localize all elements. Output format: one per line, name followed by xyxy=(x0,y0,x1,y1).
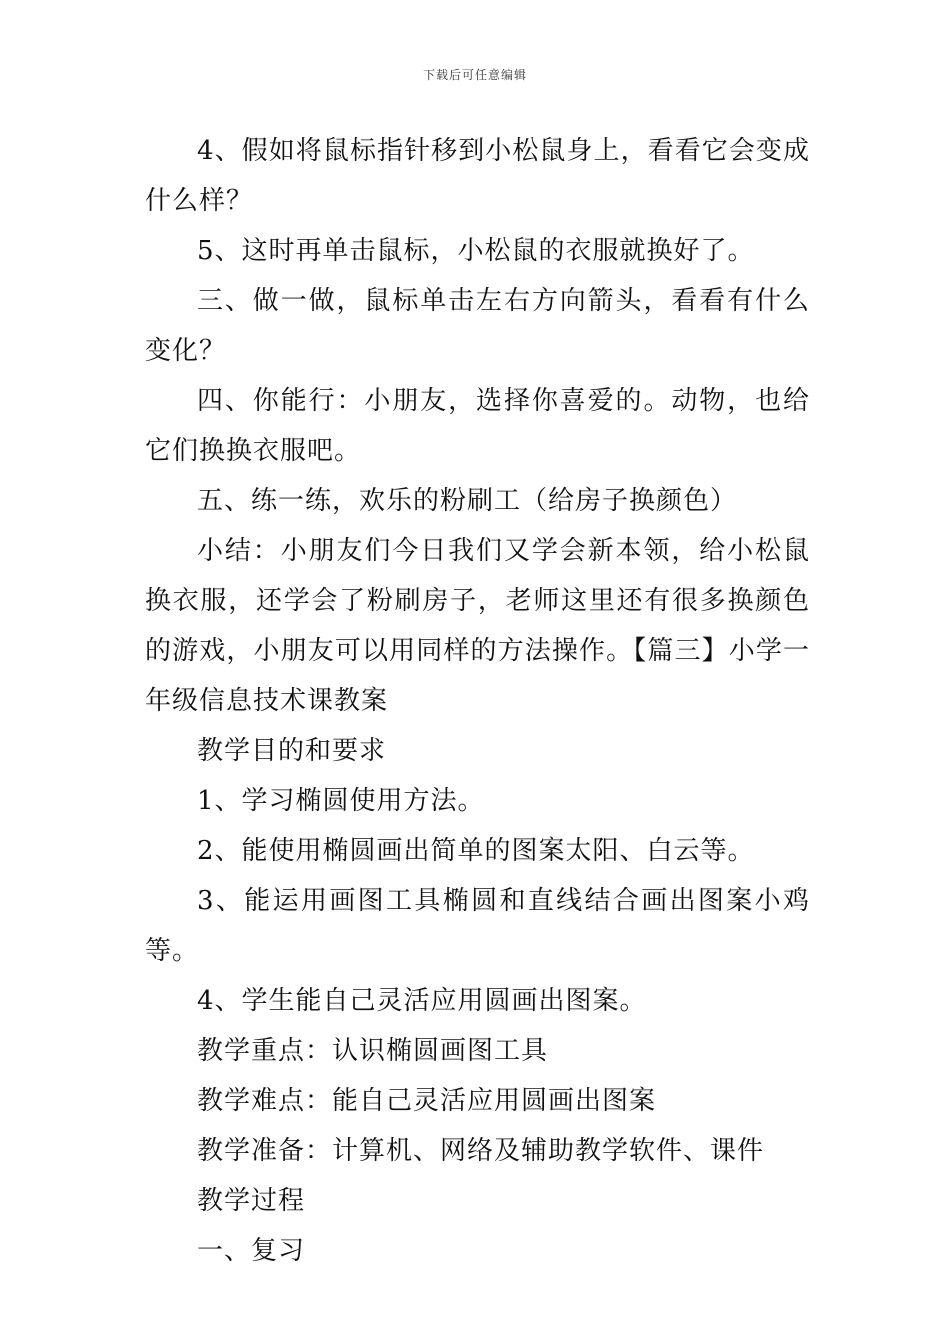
paragraph-summary: 小结：小朋友们今日我们又学会新本领，给小松鼠换衣服，还学会了粉刷房子，老师这里还有很多换颜色的游戏，小朋友可以用同样的方法操作。【篇三】小学一年级信息技术课教案 xyxy=(145,536,810,716)
teaching-focus: 教学重点：认识椭圆画图工具 xyxy=(197,1036,549,1066)
paragraph-section-4: 四、你能行：小朋友，选择你喜爱的。动物，也给它们换换衣服吧。 xyxy=(145,386,810,466)
heading-goals: 教学目的和要求 xyxy=(197,736,387,766)
teaching-preparation: 教学准备：计算机、网络及辅助教学软件、课件 xyxy=(197,1136,765,1166)
paragraph-section-5: 五、练一练，欢乐的粉刷工（给房子换颜色） xyxy=(197,486,738,516)
teaching-difficulty: 教学难点：能自己灵活应用圆画出图案 xyxy=(197,1086,657,1116)
paragraph-step-4: 4、假如将鼠标指针移到小松鼠身上，看看它会变成什么样？ xyxy=(145,136,810,216)
paragraph-step-5: 5、这时再单击鼠标，小松鼠的衣服就换好了。 xyxy=(197,236,755,266)
document-body xyxy=(145,126,810,1276)
goal-item-3: 3、能运用画图工具椭圆和直线结合画出图案小鸡等。 xyxy=(145,886,810,966)
goal-item-2: 2、能使用椭圆画出简单的图案太阳、白云等。 xyxy=(197,836,755,866)
paragraph-section-3: 三、做一做，鼠标单击左右方向箭头，看看有什么变化？ xyxy=(145,286,810,366)
process-step-review: 一、复习 xyxy=(197,1236,306,1266)
heading-process: 教学过程 xyxy=(197,1186,306,1216)
page-header: 下载后可任意编辑 xyxy=(422,68,527,82)
goal-item-1: 1、学习椭圆使用方法。 xyxy=(197,786,485,816)
goal-item-4: 4、学生能自己灵活应用圆画出图案。 xyxy=(197,986,647,1016)
